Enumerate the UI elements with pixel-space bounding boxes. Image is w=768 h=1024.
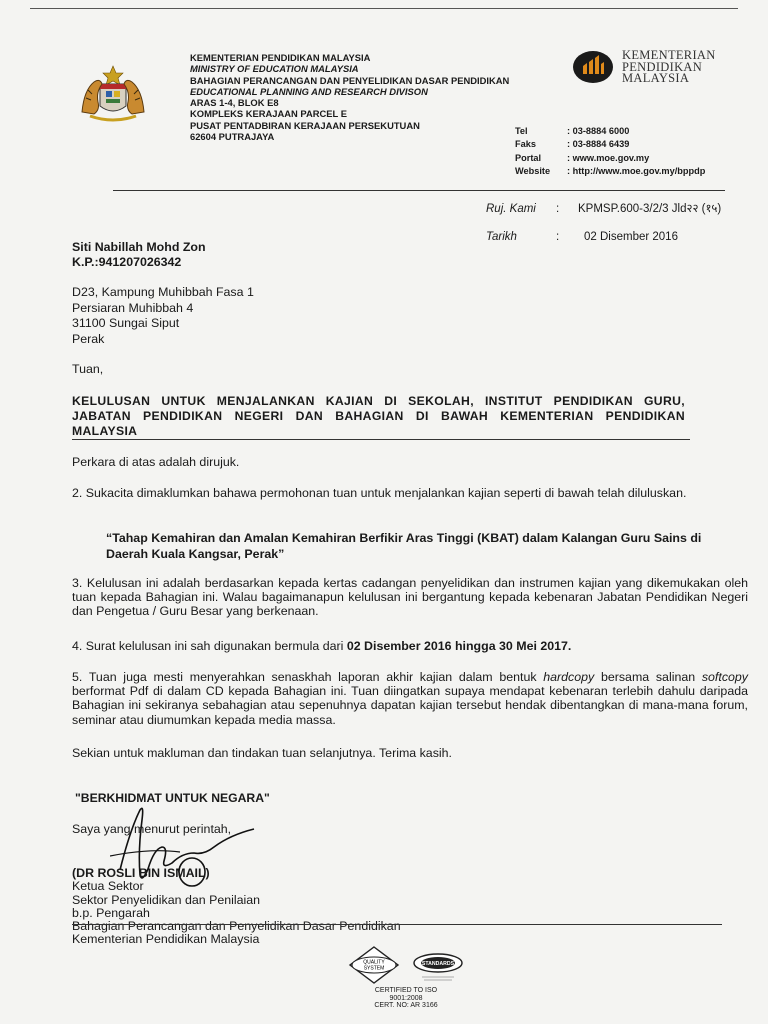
motto: "BERKHIDMAT UNTUK NEGARA" [75, 791, 270, 805]
contact-value: : 03-8884 6439 [567, 139, 630, 150]
letterhead-address [190, 52, 509, 142]
contact-row-fax [515, 138, 705, 151]
salutation: Tuan, [72, 362, 104, 376]
signer-title: Ketua Sektor [72, 879, 144, 894]
letterhead-divider [113, 190, 725, 191]
contact-row-portal [515, 152, 705, 165]
logo-text-line-1: KEMENTERIAN [622, 48, 716, 62]
paragraph-5-text: bersama salinan [594, 670, 702, 684]
top-border-line [30, 8, 738, 9]
paragraph-2: 2. Sukacita dimaklumkan bahawa permohonan tuan untuk menjalankan kajian seperti di bawah telah diluluskan. [72, 486, 687, 500]
paragraph-5-text: berformat Pdf di dalam CD kepada Bahagian ini. Tuan diingatkan supaya mendapat kebenaran terlebih dahulu daripada Bahagian ini sekiranya sebahagian atau sepenuhnya dapatan kajian tersebut hendak dibentangkan di mana-mana forum, seminar atau diumumkan kepada media massa. [72, 684, 748, 727]
signer-name: (DR ROSLI BIN ISMAIL) [72, 866, 210, 880]
signer-division: Bahagian Perancangan dan Penyelidikan Dasar Pendidikan [72, 919, 401, 934]
date-colon: : [556, 231, 560, 243]
address-line-3: PUSAT PENTADBIRAN KERAJAAN PERSEKUTUAN [190, 119, 420, 131]
reference-colon: : [556, 203, 560, 215]
signer-block [72, 867, 401, 947]
address-line-2: KOMPLEKS KERAJAAN PARCEL E [190, 108, 347, 120]
reference-row [486, 195, 721, 223]
signer-on-behalf: b.p. Pengarah [72, 905, 150, 920]
address-line: Perak [72, 331, 105, 346]
contact-value: : www.moe.gov.my [567, 152, 650, 163]
recipient-ic-number: K.P.:941207026342 [72, 255, 182, 269]
date-value: 02 Disember 2016 [584, 231, 678, 243]
contact-value: : http://www.moe.gov.my/bppdp [567, 166, 706, 177]
contact-label: Portal [515, 152, 542, 163]
iso-line: CERTIFIED TO ISO 9001:2008 [374, 987, 438, 1002]
signer-sector: Sektor Penyelidikan dan Penilaian [72, 892, 261, 907]
hardcopy-term: hardcopy [543, 670, 595, 684]
closing-sentence: Sekian untuk makluman dan tindakan tuan selanjutnya. Terima kasih. [72, 746, 452, 760]
contact-label: Tel [515, 126, 528, 136]
contact-row-website [515, 165, 705, 178]
letter-subject: KELULUSAN UNTUK MENJALANKAN KAJIAN DI SEKOLAH, INSTITUT PENDIDIKAN GURU, JABATAN PENDIDIKAN NEGERI DAN BAHAGIAN DI BAWAH KEMENTERIAN PENDIDIKAN MALAYSIA [72, 394, 685, 438]
ministry-name: KEMENTERIAN PENDIDIKAN MALAYSIA [190, 52, 371, 63]
paragraph-4-text: 4. Surat kelulusan ini sah digunakan bermula dari [72, 639, 347, 653]
signer-ministry: Kementerian Pendidikan Malaysia [72, 932, 260, 947]
iso-certification-text [360, 987, 452, 1010]
paragraph-1: Perkara di atas adalah dirujuk. [72, 455, 240, 469]
division-name: BAHAGIAN PERANCANGAN DAN PENYELIDIKAN DASAR PENDIDIKAN [190, 74, 510, 86]
date-label: Tarikh [486, 231, 517, 243]
signature-instruction: Saya yang menurut perintah, [72, 822, 232, 836]
recipient-block [72, 240, 206, 270]
contact-label: Website [515, 166, 551, 177]
validity-period: 02 Disember 2016 hingga 30 Mei 2017. [346, 639, 572, 653]
address-line: D23, Kampung Muhibbah Fasa 1 [72, 285, 254, 299]
logo-text-line-2: PENDIDIKAN [622, 59, 703, 74]
study-title: “Tahap Kemahiran dan Amalan Kemahiran Berfikir Aras Tinggi (KBAT) dalam Kalangan Guru Sains di Daerah Kuala Kangsar, Perak” [106, 531, 702, 561]
kpm-logo-text [622, 50, 716, 85]
reference-label: Ruj. Kami [486, 203, 536, 215]
contact-block [515, 125, 705, 179]
contact-row-tel [515, 125, 705, 138]
signature-divider [72, 924, 722, 925]
paragraph-4 [72, 639, 748, 653]
contact-value: : 03-8884 6000 [567, 126, 630, 136]
cert-number: CERT. NO: AR 3166 [374, 1002, 438, 1009]
division-name-english: EDUCATIONAL PLANNING AND RESEARCH DIVISON [190, 85, 428, 97]
date-row [486, 223, 721, 251]
address-line-1: ARAS 1-4, BLOK E8 [190, 97, 279, 109]
subject-underline [72, 439, 690, 440]
standards-badge-text: STANDARDS [421, 961, 455, 967]
paragraph-3: 3. Kelulusan ini adalah berdasarkan kepada kertas cadangan penyelidikan dan instrumen kajian yang dikemukakan oleh tuan kepada Bahagian ini. Walau bagaimanapun kelulusan ini bergantung kepada kebenaran Jabatan Pendidikan Negeri dan Pengetua / Guru Besar yang berkenaan. [72, 576, 748, 619]
address-line: Persiaran Muhibbah 4 [72, 300, 194, 315]
paragraph-5-text: 5. Tuan juga mesti menyerahkan senaskhah laporan akhir kajian dalam bentuk [72, 670, 544, 684]
recipient-name: Siti Nabillah Mohd Zon [72, 240, 206, 254]
address-line: 31100 Sungai Siput [72, 316, 180, 330]
softcopy-term: softcopy [701, 670, 748, 684]
reference-value: KPMSP.600-3/2/3 Jld२२ (१५) [578, 203, 722, 215]
quality-badge-top: QUALITY [363, 959, 385, 966]
contact-label: Faks [515, 139, 536, 150]
paragraph-5 [72, 670, 748, 727]
kpm-logo-icon [572, 50, 614, 84]
reference-block [486, 195, 721, 251]
address-line-4: 62604 PUTRAJAYA [190, 131, 275, 143]
recipient-address [72, 285, 254, 347]
ministry-name-english: MINISTRY OF EDUCATION MALAYSIA [190, 63, 359, 75]
logo-text-line-3: MALAYSIA [622, 71, 690, 85]
quality-badge-bottom: SYSTEM [363, 965, 385, 972]
coat-of-arms-icon [76, 64, 150, 122]
